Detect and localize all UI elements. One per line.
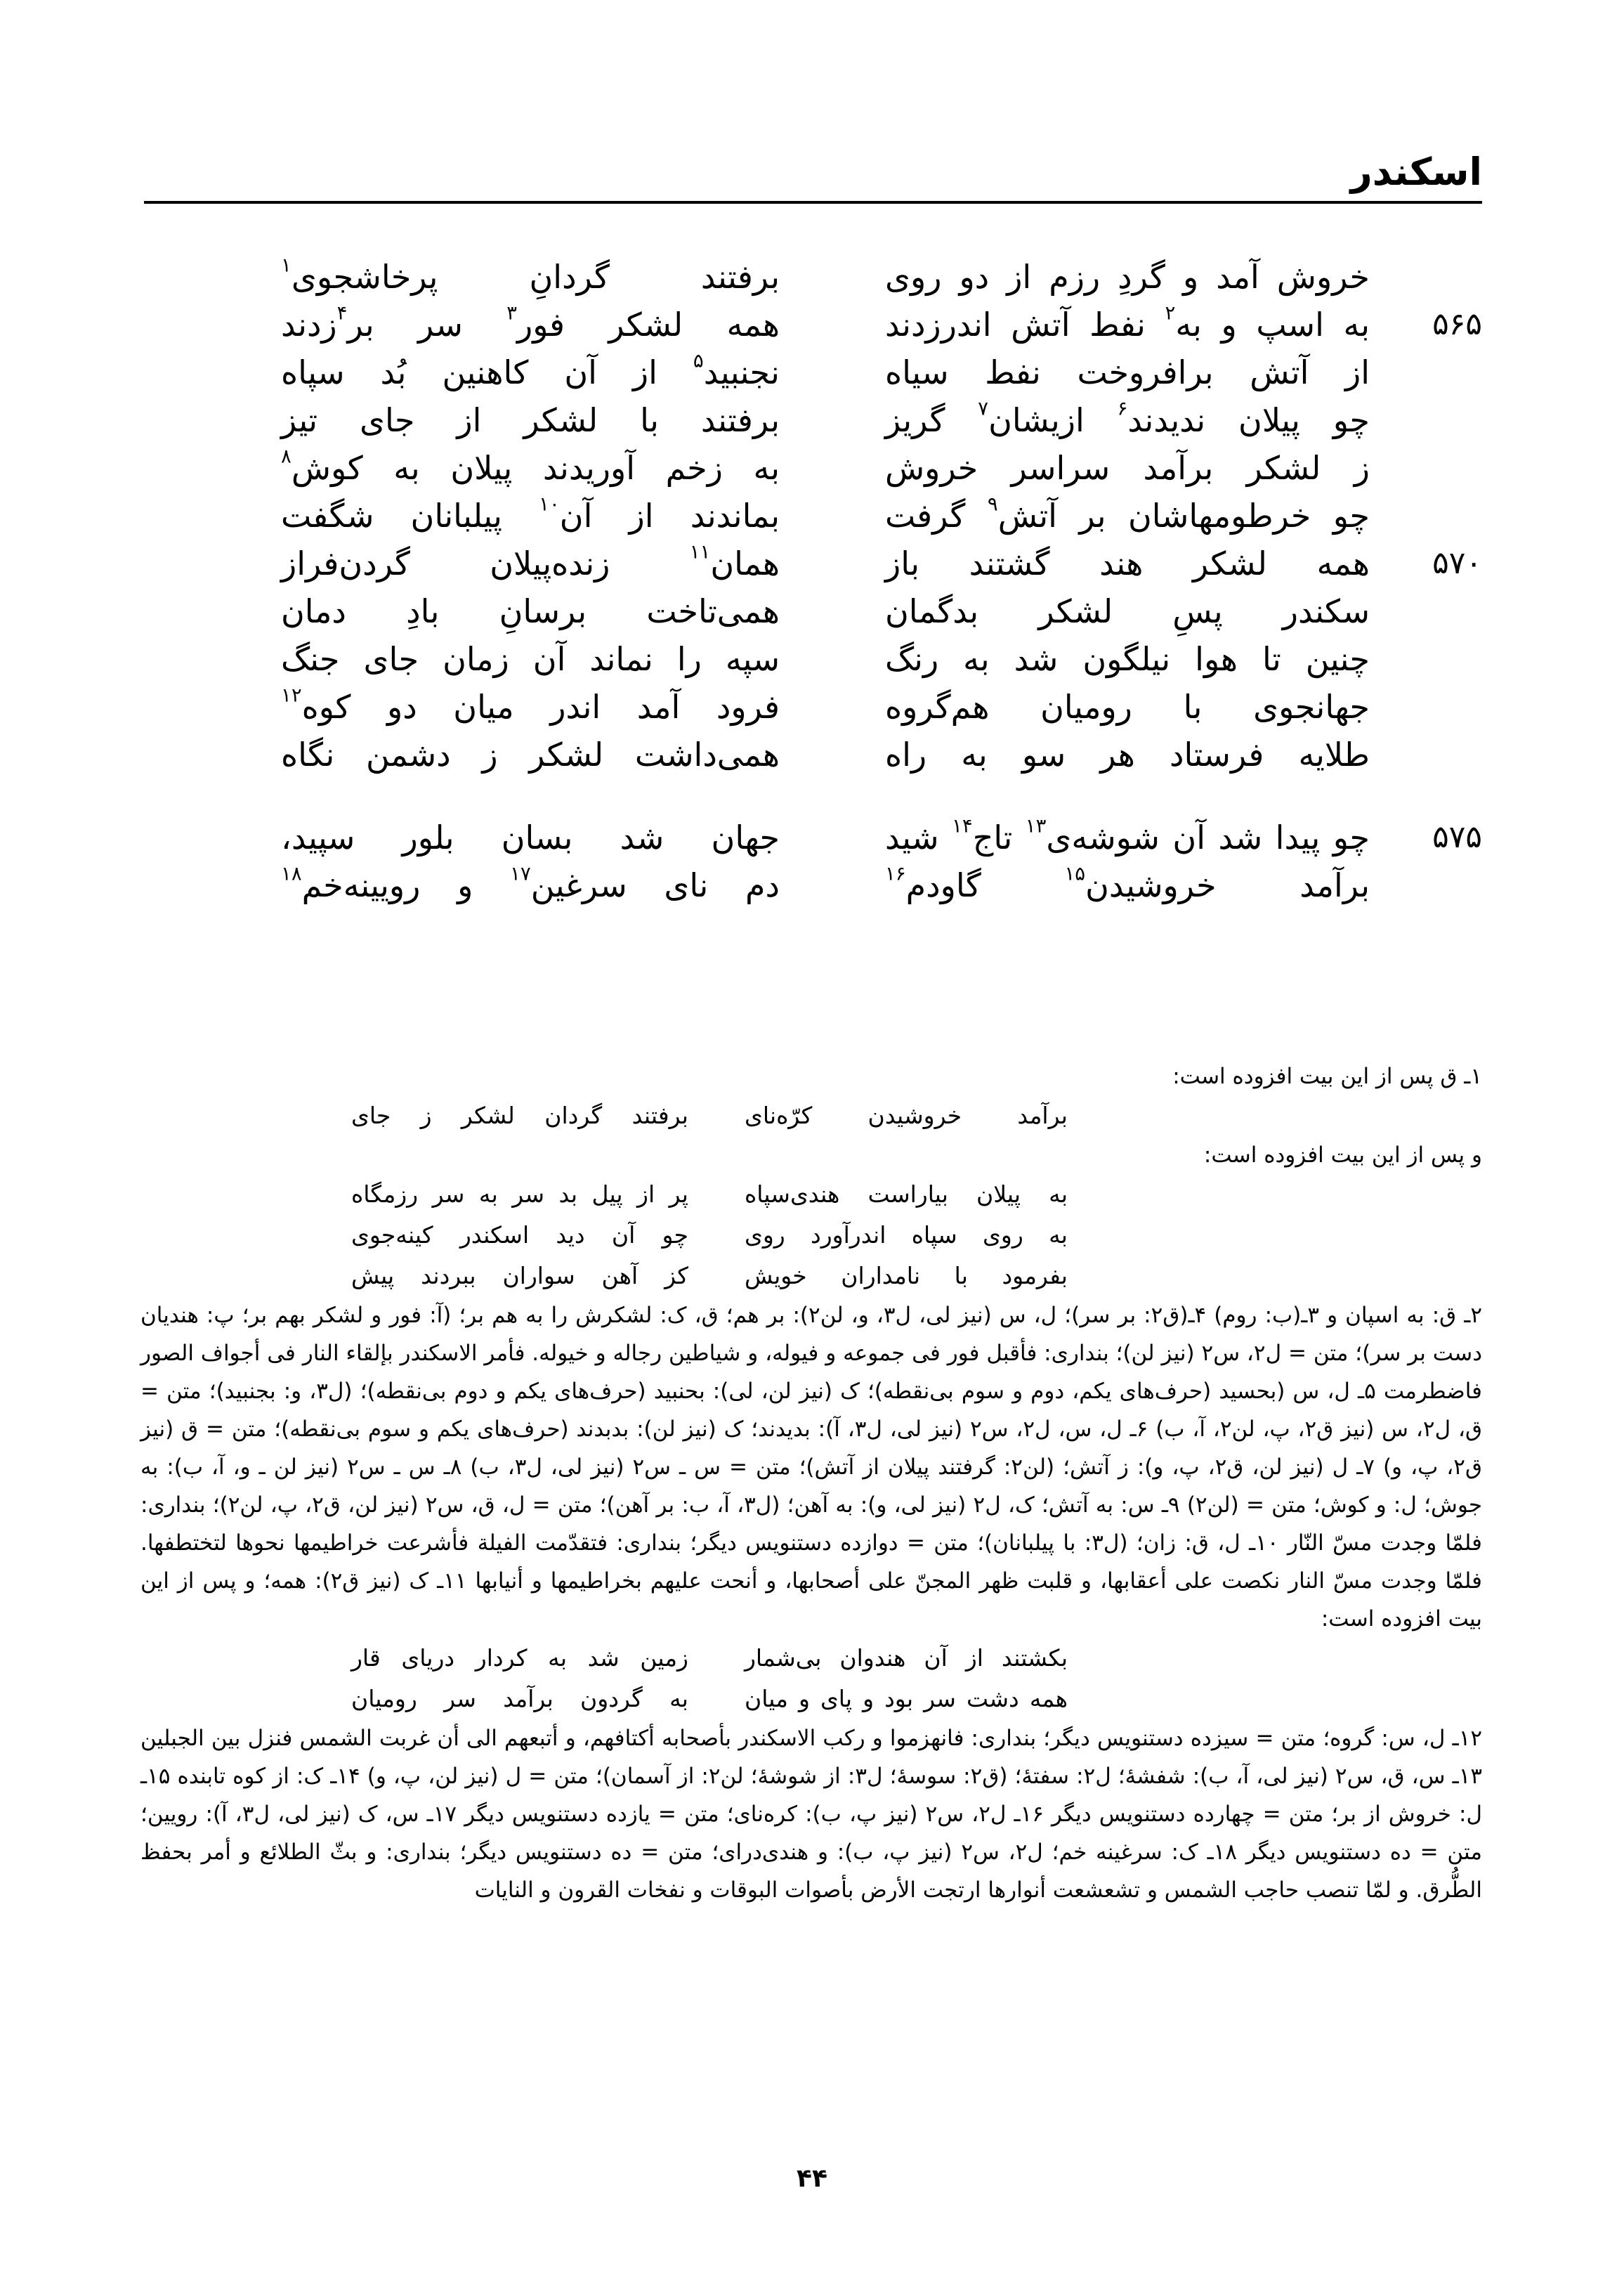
couplet <box>144 349 1482 396</box>
footnote-couplet: بفرمود با نامداران خویش کز آهن سواران ببردند پیش <box>351 1262 1068 1289</box>
footnote-intro: و پس از این بیت افزوده است: <box>1203 1142 1482 1168</box>
couplet <box>144 540 1482 587</box>
hemistich-2: بماندند از آن$^{۱۰}$ پیلبانان شگفت <box>281 492 780 535</box>
hemistich-1: طلایه فرستاد هر سو به راه <box>885 736 1370 774</box>
couplet <box>144 814 1482 861</box>
footnote-marker: ۱۰ <box>539 492 560 516</box>
footnote-marker: ۱ <box>281 253 292 277</box>
running-header <box>144 141 1482 204</box>
footnote-marker: ۹ <box>987 492 998 516</box>
page-number: ۴۴ <box>797 2164 827 2193</box>
couplet <box>144 587 1482 635</box>
hemistich-2: همی‌داشت لشکر ز دشمن نگاه <box>281 736 780 774</box>
hemistich-2: نجنبید$^۵$ از آن کاهنین بُد سپاه <box>281 349 780 391</box>
footnote-marker: ۱۵ <box>1064 861 1086 885</box>
footnote-marker: ۳ <box>506 301 518 325</box>
footnote-marker: ۲ <box>1165 301 1176 325</box>
footnote-marker: ۴ <box>336 301 348 325</box>
hemistich-1: همه لشکر هند گشتند باز <box>885 545 1370 582</box>
footnote-couplet: بکشتند از آن هندوان بی‌شمار زمین شد به کردار دریای قار <box>351 1644 1068 1672</box>
footnote-intro: ۱ـ ق پس از این بیت افزوده است: <box>1172 1064 1482 1089</box>
hemistich-1: به اسپ و به$^۲$ نفط آتش اندرزدند <box>885 301 1370 344</box>
footnotes <box>140 1057 1482 1909</box>
footnote-marker: ۱۸ <box>281 861 302 885</box>
hemistich-1: چو پیلان ندیدند$^۶$ ازیشان$^۷$ گریز <box>885 396 1370 439</box>
hemistich-1: جهانجوی با رومیان هم‌گروه <box>885 688 1370 726</box>
footnote-marker: ۱۶ <box>885 861 906 885</box>
stanza-gap <box>144 779 1482 814</box>
hemistich-1: ز لشکر برآمد سراسر خروش <box>885 449 1370 487</box>
footnote-marker: ۱۱ <box>689 540 711 564</box>
verse-number: ۵۶۵ <box>1432 306 1482 342</box>
footnote-marker: ۱۷ <box>510 861 531 885</box>
footnote-marker: ۸ <box>281 444 292 468</box>
hemistich-2: همه لشکر فور$^۳$ سر بر$^۴$زدند <box>281 301 780 344</box>
hemistich-1: چو پیدا شد آن شوشه‌ی$^{۱۳}$ تاج$^{۱۴}$ شید <box>885 814 1370 857</box>
footnote-marker: ۱۳ <box>1025 814 1047 838</box>
hemistich-2: برفتند با لشکر از جای تیز <box>281 401 780 439</box>
footnote-couplet: برآمد خروشیدن کرّه‌نای برفتند گردان لشکر ز جای <box>351 1102 1068 1129</box>
hemistich-2: جهان شد بسان بلور سپید، <box>281 819 780 857</box>
hemistich-1: چو خرطومهاشان بر آتش$^۹$ گرفت <box>885 492 1370 535</box>
couplet <box>144 861 1482 909</box>
couplet <box>144 396 1482 444</box>
hemistich-1: چنین تا هوا نیلگون شد به رنگ <box>885 640 1370 678</box>
hemistich-2: دم نای سرغین$^{۱۷}$ و رویینه‌خم$^{۱۸}$ <box>281 861 780 904</box>
hemistich-1: از آتش برافروخت نفط سیاه <box>885 353 1370 391</box>
footnote-couplet: همه دشت سر بود و پای و میان به گردون برآمد سر رومیان <box>351 1685 1068 1712</box>
couplet <box>144 301 1482 349</box>
couplet <box>144 683 1482 731</box>
footnote-marker: ۱۴ <box>952 814 973 838</box>
couplet <box>144 253 1482 301</box>
footnote-paragraph: ۲ـ ق: به اسپان و ۳ـ(ب: روم) ۴ـ(ق۲: بر سر)؛ ل، س (نیز لی، ل۳، و، لن۲): بر هم؛ ق، ک: لشکرش را به هم بر؛ (آ: فور و لشکر بهم بر؛ پ: هندیان دست بر سر)؛ متن = ل۲، س۲ (نیز لن)؛ بنداری: فأقبل فور فی جموعه و فیوله، و شیاطین رجاله و خیوله. فأمر الاسکندر بإلقاء النار فی أجواف الصور فاضطرمت ۵ـ ل، س (بحسید (حرف‌های یکم، دوم و سوم بی‌نقطه)؛ ک (نیز لن، لی): بحنبید (حرف‌های یکم و دوم بی‌نقطه)؛ (ل۳، و: بجنبید)؛ متن = ق، ل۲، س (نیز ق۲، پ، لن۲، آ، ب) ۶ـ ل، س، ل۲، س۲ (نیز لی، ل۳، آ): بدیدند؛ ک (نیز لن): بدبدند (حرف‌های یکم و سوم بی‌نقطه)؛ متن = ق (نیز ق۲، پ، و) ۷ـ ل (نیز لن، ق۲، پ، و): ز آتش؛ (لن۲: گرفتند پیلان از آتش)؛ متن = س ـ س۲ (نیز لی، ل۳، ب) ۸ـ س ـ س۲ (نیز لن ـ و، آ، ب): به جوش؛ ل: و کوش؛ متن = (لن۲) ۹ـ س: به آتش؛ ک، ل۲ (نیز لی، و): به آهن؛ (ل۳، آ، ب: بر آهن)؛ متن = ل، ق، س۲ (نیز لن، ق۲، پ، لن۲)؛ بنداری: فلمّا وجدت مسّ النّار ۱۰ـ ل، ق: زان؛ (ل۳: با پیلبانان)؛ متن = دوازده دستنویس دیگر؛ بنداری: فتقدّمت الفیلة فأشرعت خراطیمها نحوها لتختطفها. فلمّا وجدت مسّ النار نکصت علی أعقابها، و قلبت ظهر المجنّ علی أصحابها، و أنحت علیهم بخراطیمها و أنیابها ۱۱ـ ک (نیز ق۲): همه؛ و پس از این بیت افزوده است: <box>140 1303 1483 1632</box>
hemistich-1: خروش آمد و گردِ رزم از دو روی <box>885 258 1370 296</box>
footnote-marker: ۷ <box>978 396 989 420</box>
hemistich-2: فرود آمد اندر میان دو کوه$^{۱۲}$ <box>281 683 780 726</box>
footnote-paragraph: ۱۲ـ ل، س: گروه؛ متن = سیزده دستنویس دیگر؛ بنداری: فانهزموا و رکب الاسکندر بأصحابه أکتافهم، و أتبعهم الی أن غربت الشمس فنزل بین الجبلین ۱۳ـ س، ق، س۲ (نیز لی، آ، ب): شفشهٔ؛ ل۲: سفتهٔ؛ (ق۲: سوسهٔ؛ ل۳: از شوشهٔ؛ لن۲: از آسمان)؛ متن = ل (نیز لن، پ، و) ۱۴ـ ک: از کوه تابنده ۱۵ـ ل: خروش از بر؛ متن = چهارده دستنویس دیگر ۱۶ـ ل۲، س۲ (نیز پ، ب): کره‌نای؛ متن = یازده دستنویس دیگر ۱۷ـ س، ک (نیز لی، ل۳، آ): رویین؛ متن = ده دستنویس دیگر ۱۸ـ ک: سرغینه خم؛ ل۲، س۲ (نیز پ، ب): و هندی‌درای؛ متن = ده دستنویس دیگر؛ بنداری: و بثّ الطلائع و أمر بحفظ الطُّرق. و لمّا تنصب حاجب الشمس و تشعشعت أنوارها ارتجت الأرض بأصوات البوقات و نفخات القرون و النایات <box>140 1726 1483 1903</box>
hemistich-1: سکندر پسِ لشکر بدگمان <box>885 592 1370 630</box>
footnote-marker: ۵ <box>693 349 704 372</box>
hemistich-1: برآمد خروشیدن$^{۱۵}$ گاودم$^{۱۶}$ <box>885 861 1370 904</box>
hemistich-2: به زخم آوریدند پیلان به کوش$^۸$ <box>281 444 780 487</box>
hemistich-2: همی‌تاخت برسانِ بادِ دمان <box>281 592 780 630</box>
verse-number: ۵۷۰ <box>1432 545 1482 581</box>
hemistich-2: همان$^{۱۱}$ زنده‌پیلان گردن‌فراز <box>281 540 780 582</box>
hemistich-2: سپه را نماند آن زمان جای جنگ <box>281 640 780 678</box>
footnote-couplet: به پیلان بیاراست هندی‌سپاه پر از پیل بد سر به سر رزمگاه <box>351 1180 1068 1208</box>
footnote-marker: ۱۲ <box>281 683 302 707</box>
couplet <box>144 731 1482 779</box>
footnote-marker: ۶ <box>1117 396 1128 420</box>
couplet <box>144 492 1482 540</box>
couplet <box>144 635 1482 683</box>
couplet <box>144 444 1482 492</box>
hemistich-2: برفتند گردانِ پرخاشجوی$^۱$ <box>281 253 780 296</box>
running-header-title: اسکندر <box>1350 150 1482 194</box>
footnote-couplet: به روی سپاه اندرآورد روی چو آن دید اسکندر کینه‌جوی <box>351 1221 1068 1249</box>
verse-number: ۵۷۵ <box>1432 819 1482 855</box>
poem-text <box>144 253 1482 909</box>
